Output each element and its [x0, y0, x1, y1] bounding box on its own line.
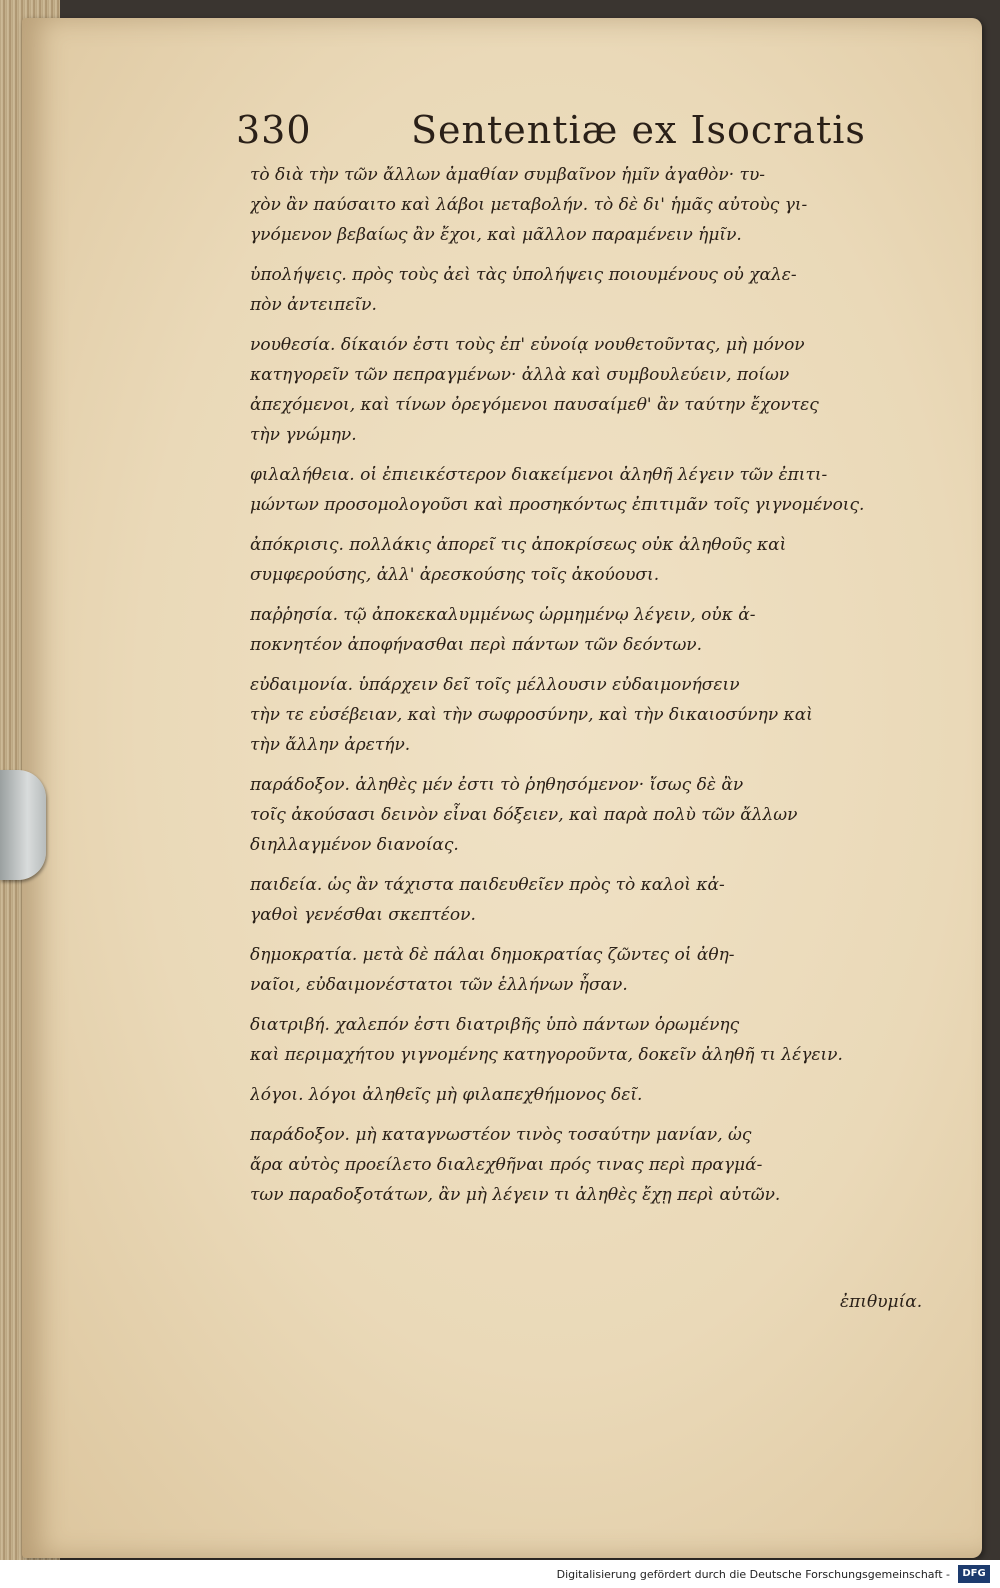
- text-line: τὴν τε εὐσέβειαν, καὶ τὴν σωφροσύνην, καὶ τὴν δικαιοσύνην καὶ: [250, 705, 813, 725]
- text-entry: [250, 160, 930, 250]
- text-line: εὐδαιμονία. ὑπάρχειν δεῖ τοῖς μέλλουσιν εὐδαιμονήσειν: [250, 675, 740, 695]
- text-line: τὴν γνώμην.: [250, 425, 357, 445]
- text-line: κατηγορεῖν τῶν πεπραγμένων· ἀλλὰ καὶ συμβουλεύειν, ποίων: [250, 365, 790, 385]
- dfg-logo-icon: DFG: [958, 1565, 990, 1583]
- text-entry: [250, 260, 930, 320]
- text-line: ὑπολήψεις. πρὸς τοὺς ἀεὶ τὰς ὑπολήψεις ποιουμένους οὐ χαλε-: [250, 265, 797, 285]
- text-line: συμφερούσης, ἀλλ' ἀρεσκούσης τοῖς ἀκούουσι.: [250, 565, 660, 585]
- text-entry: [250, 1010, 930, 1070]
- text-line: τὴν ἄλλην ἀρετήν.: [250, 735, 411, 755]
- text-line: πὸν ἀντειπεῖν.: [250, 295, 377, 315]
- text-line: φιλαλήθεια. οἱ ἐπιεικέστερον διακείμενοι ἀληθῆ λέγειν τῶν ἐπιτι-: [250, 465, 828, 485]
- text-entry: [250, 530, 930, 590]
- text-line: τοῖς ἀκούσασι δεινὸν εἶναι δόξειεν, καὶ παρὰ πολὺ τῶν ἄλλων: [250, 805, 798, 825]
- text-line: λόγοι. λόγοι ἀληθεῖς μὴ φιλαπεχθήμονος δεῖ.: [250, 1085, 643, 1105]
- text-line: νουθεσία. δίκαιόν ἐστι τοὺς ἐπ' εὐνοίᾳ νουθετοῦντας, μὴ μόνον: [250, 335, 805, 355]
- text-entry: [250, 940, 930, 1000]
- text-line: καὶ περιμαχήτου γιγνομένης κατηγοροῦντα, δοκεῖν ἀληθῆ τι λέγειν.: [250, 1045, 843, 1065]
- page-header: [236, 108, 936, 168]
- catchword: ἐπιθυμία.: [840, 1292, 923, 1312]
- text-entry: [250, 770, 930, 860]
- body-text: [250, 160, 930, 1220]
- text-line: γαθοὶ γενέσθαι σκεπτέον.: [250, 905, 476, 925]
- text-line: ποκνητέον ἀποφήνασθαι περὶ πάντων τῶν δεόντων.: [250, 635, 703, 655]
- text-line: δημοκρατία. μετὰ δὲ πάλαι δημοκρατίας ζῶντες οἱ ἀθη-: [250, 945, 735, 965]
- text-line: χὸν ἂν παύσαιτο καὶ λάβοι μεταβολήν. τὸ δὲ δι' ἡμᾶς αὐτοὺς γι-: [250, 195, 808, 215]
- footer-credit: Digitalisierung gefördert durch die Deutsche Forschungsgemeinschaft -: [556, 1568, 950, 1581]
- text-entry: [250, 670, 930, 760]
- text-line: ἀπόκρισις. πολλάκις ἀπορεῖ τις ἀποκρίσεως οὐκ ἀληθοῦς καὶ: [250, 535, 787, 555]
- text-line: διηλλαγμένον διανοίας.: [250, 835, 459, 855]
- text-entry: [250, 330, 930, 450]
- footer-bar: [0, 1560, 1000, 1588]
- text-line: μώντων προσομολογοῦσι καὶ προσηκόντως ἐπιτιμᾶν τοῖς γιγνομένοις.: [250, 495, 865, 515]
- text-entry: [250, 870, 930, 930]
- text-line: τὸ διὰ τὴν τῶν ἄλλων ἀμαθίαν συμβαῖνον ἡμῖν ἀγαθὸν· τυ-: [250, 165, 766, 185]
- page-number: 330: [236, 108, 312, 152]
- text-entry: [250, 1080, 930, 1110]
- text-line: παράδοξον. ἀληθὲς μέν ἐστι τὸ ῥηθησόμενον· ἴσως δὲ ἂν: [250, 775, 744, 795]
- running-title: Sententiæ ex Isocratis: [411, 108, 866, 152]
- text-line: ἀπεχόμενοι, καὶ τίνων ὀρεγόμενοι παυσαίμεθ' ἂν ταύτην ἔχοντες: [250, 395, 819, 415]
- text-entry: [250, 600, 930, 660]
- text-line: διατριβή. χαλεπόν ἐστι διατριβῆς ὑπὸ πάντων ὁρωμένης: [250, 1015, 740, 1035]
- text-entry: [250, 460, 930, 520]
- text-line: παῤῥησία. τῷ ἀποκεκαλυμμένως ὡρμημένῳ λέγειν, οὐκ ἀ-: [250, 605, 756, 625]
- text-line: παιδεία. ὡς ἂν τάχιστα παιδευθεῖεν πρὸς τὸ καλοὶ κἀ-: [250, 875, 725, 895]
- text-line: ναῖοι, εὐδαιμονέστατοι τῶν ἑλλήνων ἦσαν.: [250, 975, 628, 995]
- text-entry: [250, 1120, 930, 1210]
- text-line: παράδοξον. μὴ καταγνωστέον τινὸς τοσαύτην μανίαν, ὡς: [250, 1125, 752, 1145]
- text-line: ἄρα αὐτὸς προείλετο διαλεχθῆναι πρός τινας περὶ πραγμά-: [250, 1155, 763, 1175]
- text-line: των παραδοξοτάτων, ἂν μὴ λέγειν τι ἀληθὲς ἔχῃ περὶ αὐτῶν.: [250, 1185, 781, 1205]
- bookmark-tab: [0, 770, 46, 880]
- text-line: γνόμενον βεβαίως ἂν ἔχοι, καὶ μᾶλλον παραμένειν ἡμῖν.: [250, 225, 742, 245]
